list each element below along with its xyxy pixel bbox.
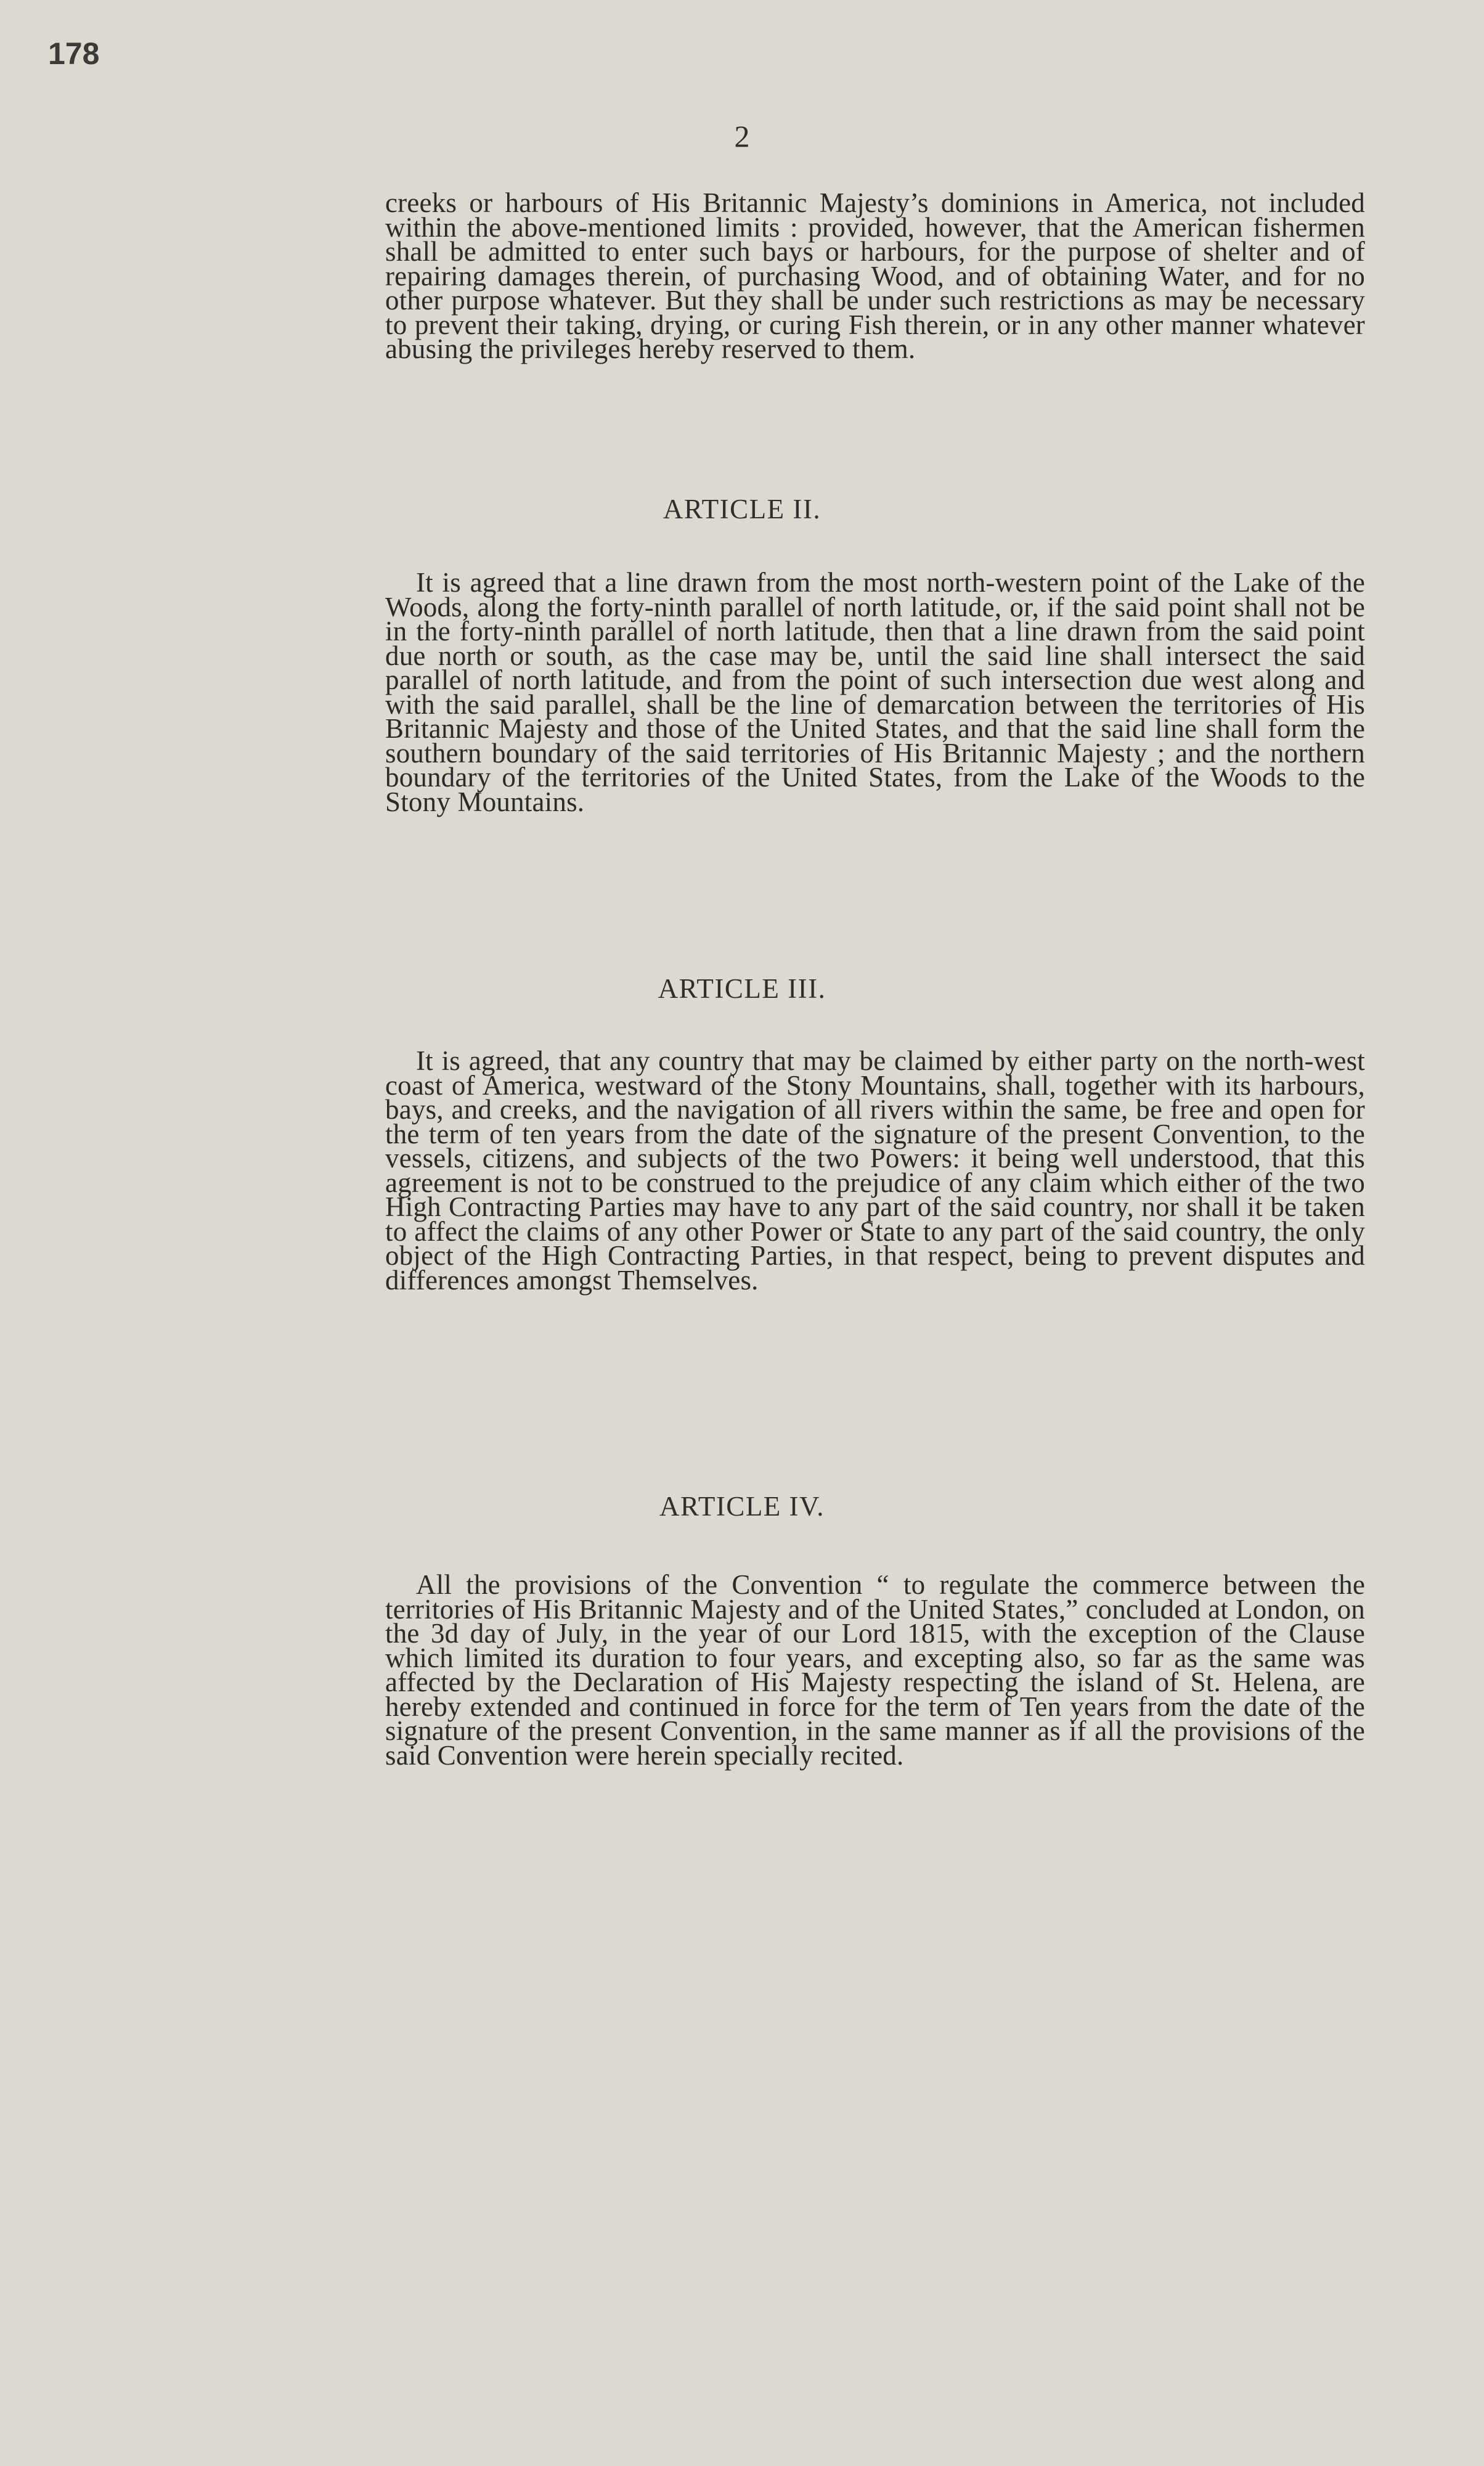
article-2-heading: ARTICLE II. [662,494,822,525]
article-3-paragraph: It is agreed, that any country that may be claimed by either party on the north-west coast of America, westward of the Stony Mountains, shall, together with its harbours, bays, and creeks, and the navigation of all rivers within the same, be free and open for the term of ten years from the date of the signature of the present Convention, to the vessels, citizens, and subjects of the two Powers: it being well understood, that this agreement is not to be construed to the prejudice of any claim which either of the two High Contracting Parties may have to any part of the said country, nor shall it be taken to affect the claims of any other Power or State to any part of the said country, the only object of the High Contracting Parties, in that respect, being to prevent disputes and differences amongst Themselves. [385,1045,1365,1296]
continuation-block [385,187,1365,364]
page-number: 178 [48,36,100,71]
article-3-heading: ARTICLE III. [658,973,826,1004]
article-2-block [385,567,1365,817]
article-3-block [385,1045,1365,1296]
article-4-block [385,1569,1365,1771]
article-2-paragraph: It is agreed that a line drawn from the most north-western point of the Lake of the Woods, along the forty-ninth parallel of north latitude, or, if the said point shall not be in the forty-ninth parallel of north latitude, then that a line drawn from the said point due north or south, as the case may be, until the said line shall intersect the said parallel of north latitude, and from the point of such intersection due west along and with the said parallel, shall be the line of demarcation between the territories of His Britannic Majesty and those of the United States, and that the said line shall form the southern boundary of the said territories of His Britannic Majesty ; and the northern boundary of the territories of the United States, from the Lake of the Woods to the Stony Mountains. [385,567,1365,817]
article-4-paragraph: All the provisions of the Convention “ to regulate the commerce between the territories of His Britannic Majesty and of the United States,” concluded at London, on the 3d day of July, in the year of our Lord 1815, with the exception of the Clause which limited its duration to four years, and excepting also, so far as the same was affected by the Declaration of His Majesty respecting the island of St. Helena, are hereby extended and continued in force for the term of Ten years from the date of the signature of the present Convention, in the same manner as if all the provisions of the said Convention were herein specially recited. [385,1569,1365,1771]
inner-page-number: 2 [734,119,750,153]
continuation-paragraph: creeks or harbours of His Britannic Majesty’s dominions in America, not included within the above-mentioned limits : provided, however, that the American fishermen shall be admitted to enter such bays or harbours, for the purpose of shelter and of repairing damages therein, of purchasing Wood, and of obtaining Water, and for no other purpose whatever. But they shall be under such restrictions as may be necessary to prevent their taking, drying, or curing Fish therein, or in any other manner whatever abusing the privileges hereby reserved to them. [385,187,1365,364]
article-4-heading: ARTICLE IV. [659,1491,825,1522]
